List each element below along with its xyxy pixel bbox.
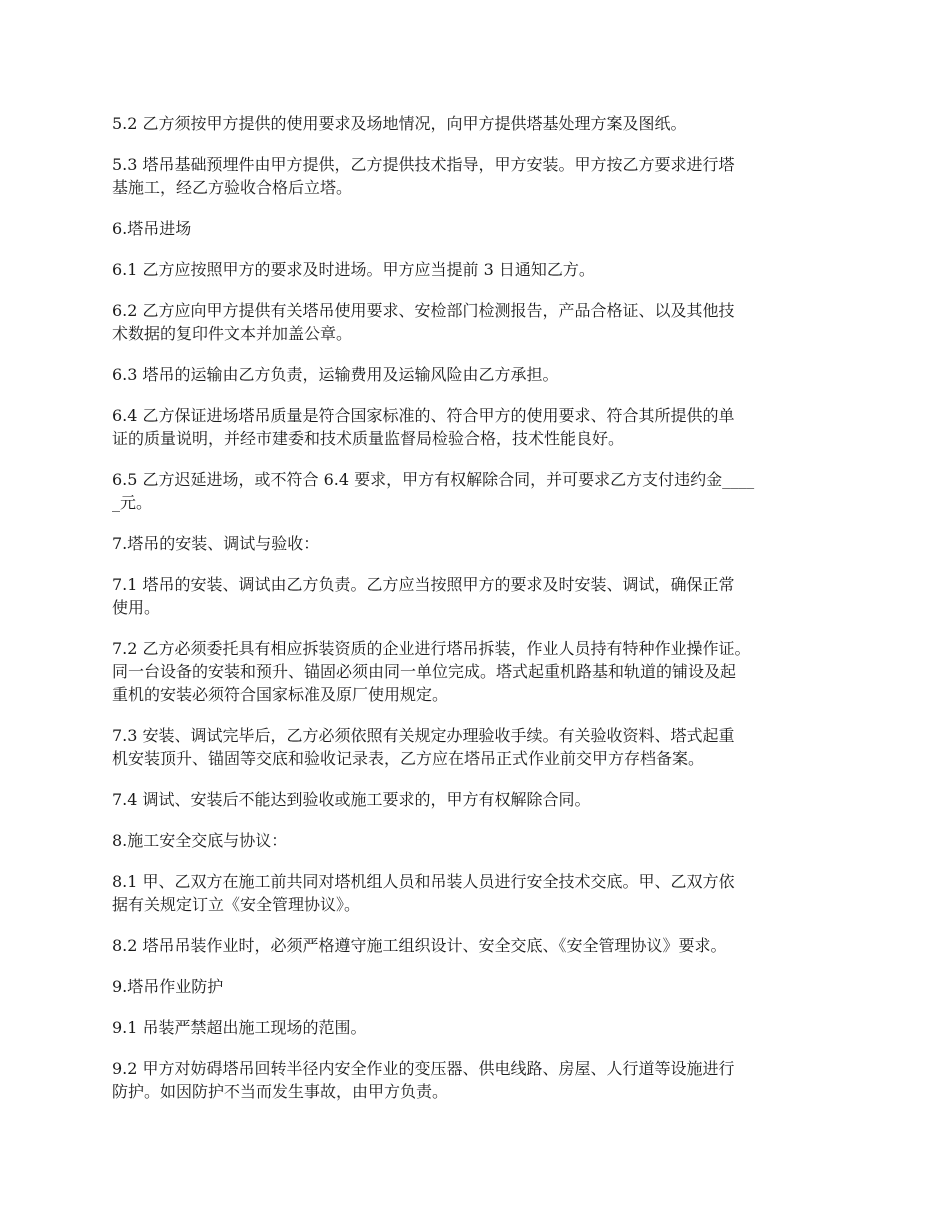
paragraph-6-3: 6.3 塔吊的运输由乙方负责，运输费用及运输风险由乙方承担。 — [112, 365, 559, 384]
paragraph-5-3: 5.3 塔吊基础预埋件由甲方提供，乙方提供技术指导，甲方安装。甲方按乙方要求进行塔 基施工，经乙方验收合格后立塔。 — [112, 155, 735, 197]
paragraph-6-2: 6.2 乙方应向甲方提供有关塔吊使用要求、安检部门检测报告，产品合格证、以及其他技 术数据的复印件文本并加盖公章。 — [112, 301, 735, 343]
paragraph-8-1: 8.1 甲、乙双方在施工前共同对塔机组人员和吊装人员进行安全技术交底。甲、乙双方依 据有关规定订立《安全管理协议》。 — [112, 872, 735, 914]
paragraph-6-1: 6.1 乙方应按照甲方的要求及时进场。甲方应当提前 3 日通知乙方。 — [112, 260, 595, 279]
paragraph-9-2: 9.2 甲方对妨碍塔吊回转半径内安全作业的变压器、供电线路、房屋、人行道等设施进行 防护。如因防护不当而发生事故，由甲方负责。 — [112, 1059, 735, 1101]
paragraph-8-2: 8.2 塔吊吊装作业时，必须严格遵守施工组织设计、安全交底、《安全管理协议》要求。 — [112, 936, 727, 955]
paragraph-7-4: 7.4 调试、安装后不能达到验收或施工要求的，甲方有权解除合同。 — [112, 790, 591, 809]
paragraph-7-2: 7.2 乙方必须委托具有相应拆装资质的企业进行塔吊拆装，作业人员持有特种作业操作证。 同一台设备的安装和预升、锚固必须由同一单位完成。塔式起重机路基和轨道的铺设及起 重机的安装必须符合国家标准及原厂使用规定。 — [112, 639, 751, 704]
paragraph-6-4: 6.4 乙方保证进场塔吊质量是符合国家标准的、符合甲方的使用要求、符合其所提供的单 证的质量说明，并经市建委和技术质量监督局检验合格，技术性能良好。 — [112, 406, 735, 448]
paragraph-9-1: 9.1 吊装严禁超出施工现场的范围。 — [112, 1018, 367, 1037]
section-heading-7: 7.塔吊的安装、调试与验收： — [112, 534, 320, 553]
paragraph-5-2: 5.2 乙方须按甲方提供的使用要求及场地情况，向甲方提供塔基处理方案及图纸。 — [112, 114, 687, 133]
paragraph-7-1: 7.1 塔吊的安装、调试由乙方负责。乙方应当按照甲方的要求及时安装、调试，确保正常 使用。 — [112, 575, 735, 617]
section-heading-6: 6.塔吊进场 — [112, 219, 192, 238]
section-heading-9: 9.塔吊作业防护 — [112, 977, 224, 996]
paragraph-6-5: 6.5 乙方迟延进场，或不符合 6.4 要求，甲方有权解除合同，并可要求乙方支付违约金____ _元。 — [112, 470, 755, 512]
section-heading-8: 8.施工安全交底与协议： — [112, 831, 288, 850]
document-page — [112, 112, 838, 1121]
paragraph-7-3: 7.3 安装、调试完毕后，乙方必须依照有关规定办理验收手续。有关验收资料、塔式起重 机安装顶升、锚固等交底和验收记录表，乙方应在塔吊正式作业前交甲方存档备案。 — [112, 726, 735, 768]
